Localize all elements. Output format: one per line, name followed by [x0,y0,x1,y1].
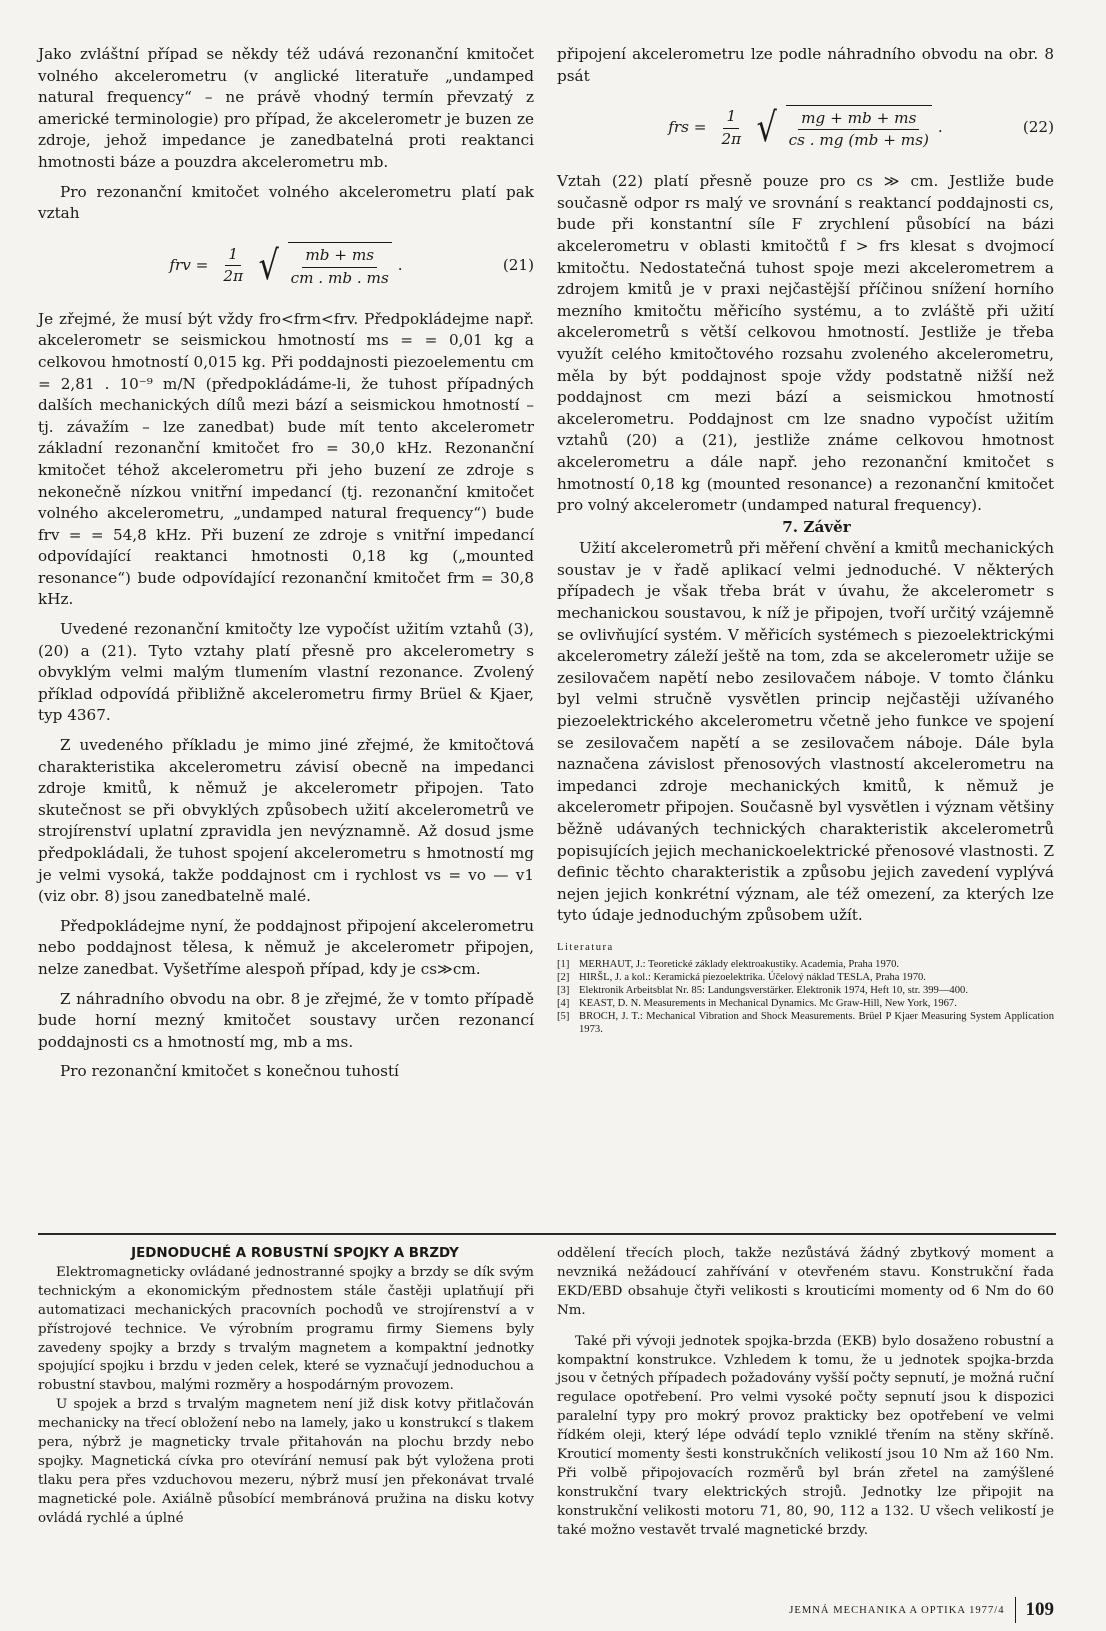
reference-text: MERHAUT, J.: Teoretické základy elektroakustiky. Academia, Praha 1970. [579,958,900,970]
reference-text: BROCH, J. T.: Mechanical Vibration and Shock Measurements. Brüel P Kjaer Measuring System Application 1973. [579,1010,1054,1035]
paragraph: Předpokládejme nyní, že poddajnost připojení akcelerometru nebo poddajnost tělesa, k němuž je akcelerometr připojen, nelze zanedbat. Vyšetříme alespoň případ, kdy je cs≫cm. [38,916,534,978]
root-numerator: mb + ms [302,245,377,268]
reference-number: [4] [557,997,570,1009]
reference-text: KEAST, D. N. Measurements in Mechanical Dynamics. Mc Graw-Hill, New York, 1967. [579,997,957,1009]
fraction-numerator: 1 [723,106,739,129]
bottom-article-right-column [557,1245,1054,1541]
reference-text: HIRŠL, J. a kol.: Keramická piezoelektrika. Účelový náklad TESLA, Praha 1970. [579,971,926,983]
equation-lhs: frs = [668,118,707,137]
reference-item [557,971,1054,984]
paragraph: Je zřejmé, že musí být vždy fro<frm<frv. Předpokládejme např. akcelerometr se seismickou hmotností ms = = 0,01 kg a celkovou hmotností 0,015 kg. Při poddajnosti piezoelementu cm = 2,81 . 10⁻⁹ m/N (předpokládáme-li, že tuhost případných dalších mechanických dílů mezi bází a seismickou hmotností – tj. závažím – lze zanedbat) bude mít tento akcelerometr základní rezonanční kmitočet fro = 30,0 kHz. Rezonanční kmitočet téhož akcelerometru při jeho buzení ze zdroje s nekonečně nízkou vnitřní impedancí (tj. rezonanční kmitočet volného akcelerometru, „undamped natural frequency“) bude frv = = 54,8 kHz. Při buzení ze zdroje s vnitřní impedancí odpovídající reaktanci hmotnosti 0,18 kg („mounted resonance“) bude odpovídající rezonanční kmitočet frm = 30,8 kHz. [38,309,534,609]
root-denominator: cs . mg (mb + ms) [788,131,929,150]
equation-21 [38,237,534,295]
paragraph: Vztah (22) platí přesně pouze pro cs ≫ cm. Jestliže bude současně odpor rs malý ve srovnání s reaktancí poddajnosti cs, bude při konstantní síle F zrychlení působící na bázi akcelerometru v oblasti kmitočtů f > frs klesat s dvojmocí kmitočtu. Nedostatečná tuhost spoje mezi akcelerometrem a zdrojem kmitů je v praxi nejčastější příčinou snížení horního mezního kmitočtu měřicího systému, a to zvláště při užití akcelerometrů s větší celkovou hmotností. Jestliže je třeba využít celého kmitočtového rozsahu zvoleného akcelerometru, měla by být poddajnost spoje vždy podstatně nižší než poddajnost cm mezi bází a seismickou hmotností akcelerometru. Poddajnost cm lze snadno vypočíst užitím vztahů (20) a (21), jestliže známe celkovou hmotnost akcelerometru a dále např. jeho rezonanční kmitočet s hmotností 0,18 kg (mounted resonance) a rezonanční kmitočet pro volný akcelerometr (undamped natural frequency). [557,172,1054,515]
paragraph: U spojek a brzd s trvalým magnetem není již disk kotvy přitlačován mechanicky na třecí obložení nebo na lamely, jako u konstrukcí s tlakem pera, nýbrž je magneticky trvale přitahován na plochu brzdy nebo spojky. Magnetická cívka pro otevírání nemusí pak být vyložena proti tlaku pera přes vzduchovou mezeru, nýbrž musí jen překonávat trvalé magnetické pole. Axiálně působící membránová pružina na disku kotvy ovládá rychlé a úplné [38,1397,534,1526]
reference-item [557,984,1054,997]
right-column [557,44,1054,1036]
fraction [220,244,246,288]
literature-list [557,941,1054,1036]
reference-number: [2] [557,971,570,983]
reference-number: [5] [557,1010,570,1022]
square-root [754,105,938,152]
section-heading: 7. Závěr [782,517,851,536]
paragraph: Také při vývoji jednotek spojka-brzda (EKB) bylo dosaženo robustní a kompaktní konstrukce. Vzhledem k tomu, že u jednotek spojka-brzda jsou v četných případech požadovány vyšší počty sepnutí, je možná ruční regulace opotřebení. Pro velmi vysoké počty sepnutí jsou k dispozici paralelní typy pro mokrý provoz prakticky bez opotřebení ve velmi řídkém oleji, který lépe odvádí teplo vzniklé třením na stěny skříně. Krouticí momenty šesti konstrukčních velikostí jsou 10 Nm až 160 Nm. Při volbě připojovacích rozměrů byl brán zřetel na zamýšlené konstrukční tvary elektrických strojů. Jednotky lze připojit na konstrukční velikosti motoru 71, 80, 90, 112 a 132. U všech velikostí je také možno vestavět trvalé magnetické brzdy. [557,1333,1054,1538]
radical-sign-icon: √ [258,242,280,289]
paragraph: Pro rezonanční kmitočet s konečnou tuhostí [60,1062,399,1081]
footer-divider [1015,1597,1016,1623]
root-denominator: cm . mb . ms [290,268,389,287]
equation-period: . [937,118,943,137]
reference-item [557,997,1054,1010]
paragraph: Z náhradního obvodu na obr. 8 je zřejmé, že v tomto případě bude horní mezný kmitočet soustavy určen rezonancí poddajnosti cs a hmotností mg, mb a ms. [38,989,534,1051]
square-root [256,242,398,289]
fraction-denominator: 2π [721,129,742,148]
magazine-name: JEMNÁ MECHANIKA A OPTIKA 1977/4 [789,1604,1005,1616]
paragraph: Elektromagneticky ovládané jednostranné spojky a brzdy se dík svým technickým a ekonomickým přednostem stále častěji uplatňují při automatizaci mechanických pracovních pochodů ve strojírenství a v přístrojové technice. Ve výrobním programu firmy Siemens byly zavedeny spojky a brzdy s trvalým magnetem a kompaktní jednotky spojující spojku i brzdu v jeden celek, které se vyznačují jednoduchou a robustní stavbou, malými rozměry a hospodárným provozem. [38,1264,534,1394]
fraction-denominator: 2π [223,267,244,286]
root-fraction [288,242,392,289]
literature-title: Literatura [557,941,614,953]
paragraph: Pro rezonanční kmitočet volného akcelerometru platí pak vztah [38,182,534,223]
paragraph: Z uvedeného příkladu je mimo jiné zřejmé, že kmitočtová charakteristika akcelerometru závisí obecně na impedanci zdroje kmitů, k němuž je akcelerometr připojen. Tato skutečnost se při obvyklých způsobech užití akcelerometrů ve strojírenství uplatní zpravidla jen nevýznamně. Až dosud jsme předpokládali, že tuhost spojení akcelerometru s hmotností mg je velmi vysoká, takže poddajnost cm i rychlost vs = vo — v1 (viz obr. 8) jsou zanedbatelně malé. [38,736,534,906]
paragraph: Jako zvláštní případ se někdy též udává rezonanční kmitočet volného akcelerometru (v anglické literatuře „undamped natural frequency“ – ne právě vhodný termín převzatý z americké terminologie) pro případ, že akcelerometr je buzen ze zdroje, jehož impedance je zanedbatelná proti reaktanci hmotnosti báze a pouzdra akcelerometru mb. [38,45,534,171]
root-fraction [786,105,932,152]
fraction [718,106,744,150]
equation-period: . [397,255,403,274]
bottom-article-left-column [38,1245,534,1529]
reference-number: [1] [557,958,570,970]
radical-sign-icon: √ [756,105,778,152]
reference-item [557,1010,1054,1036]
section-divider [38,1233,1056,1235]
paragraph: oddělení třecích ploch, takže nezůstává žádný zbytkový moment a nevzniká nežádoucí zahřívání v otevřeném stavu. Konstrukční řada EKD/EBD obsahuje čtyři velikosti s krouticími momenty od 6 Nm do 60 Nm. [557,1246,1054,1318]
reference-item [557,958,1054,971]
fraction-numerator: 1 [225,244,241,267]
page-number: 109 [1025,1599,1054,1620]
reference-number: [3] [557,984,570,996]
equation-number: (22) [1022,118,1054,137]
paragraph: Uvedené rezonanční kmitočty lze vypočíst užitím vztahů (3), (20) a (21). Tyto vztahy platí přesně pro akcelerometry s obvyklým velmi malým tlumením vlastní rezonance. Zvolený příklad odpovídá přibližně akcelerometru firmy Brüel & Kjaer, typ 4367. [38,620,534,725]
root-numerator: mg + mb + ms [798,108,919,131]
equation-number: (21) [502,255,534,274]
equation-22 [557,99,1054,157]
paragraph: Užití akcelerometrů při měření chvění a kmitů mechanických soustav je v řadě aplikací velmi jednoduché. V některých případech je však třeba brát v úvahu, že akcelerometr s mechanickou soustavou, k níž je připojen, tvoří určitý vzájemně se ovlivňující systém. V měřicích systémech s piezoelektrickými akcelerometry záleží ještě na tom, zda se akcelerometr užije se zesilovačem napětí nebo zesilovačem náboje. V tomto článku byl velmi stručně vysvětlen princip nejčastěji užívaného piezoelektrického akcelerometru včetně jeho funkce ve spojení se zesilovačem napětí a se zesilovačem náboje. Dále byla naznačena závislost přenosových vlastností akcelerometru na impedanci zdroje mechanických kmitů, k němuž je akcelerometr připojen. Současně byl vysvětlen i význam většiny běžně udávaných technických charakteristik akcelerometrů popisujících jejich mechanickoelektrické přenosové vlastnosti. Z definic těchto charakteristik a způsobu jejich zavedení vyplývá nejen jejich konkrétní význam, ale též omezení, za kterých lze tyto údaje jednoduchým způsobem užít. [557,539,1054,925]
left-column [38,44,534,1083]
equation-lhs: frv = [169,255,209,274]
article-title: JEDNODUCHÉ A ROBUSTNÍ SPOJKY A BRZDY [131,1246,459,1261]
paragraph: připojení akcelerometru lze podle náhradního obvodu na obr. 8 psát [557,45,1054,85]
reference-text: Elektronik Arbeitsblat Nr. 85: Landungsverstärker. Elektronik 1974, Heft 10, str. 399—400. [579,984,968,996]
page-footer [700,1596,1054,1624]
